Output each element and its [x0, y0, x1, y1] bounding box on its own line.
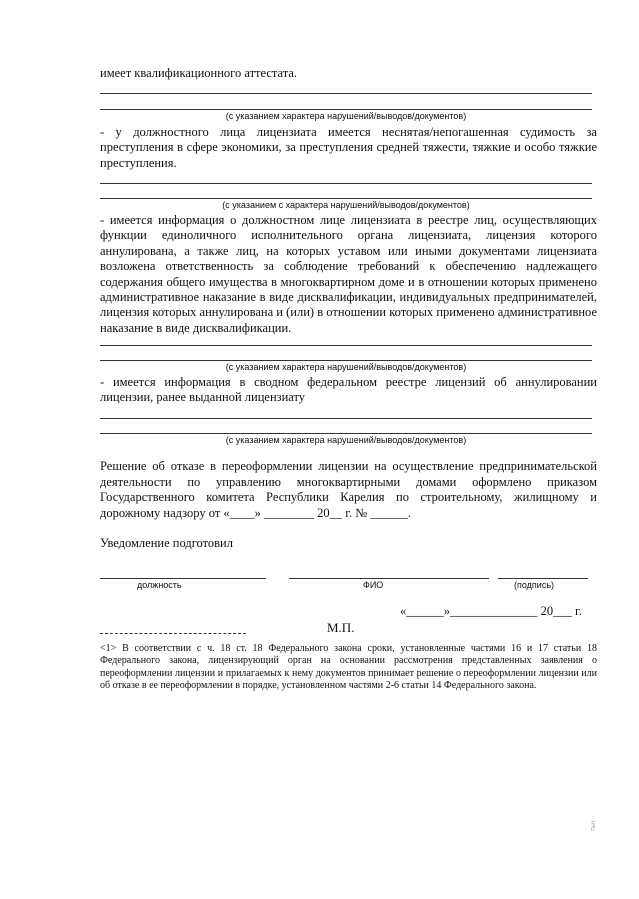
- blank-line: [100, 183, 592, 184]
- footnote: <1> В соответствии с ч. 18 ст. 18 Федерального закона сроки, установленные частями 16 и 17 статьи 18 Федерального закона, лицензирующий орган на основании рассмотрения представленных заявления о переоформлении лицензии и прилагаемых к нему документов принимает решение о переоформлении лицензии или об отказе в ее переоформлении в порядке, установленном частями 2-6 статьи 14 Федерального закона.: [100, 643, 597, 692]
- field-caption: (с указанием характера нарушений/выводов/документов): [225, 435, 467, 445]
- position-line: [100, 578, 266, 579]
- blank-line: [100, 93, 592, 94]
- clause-disqualification-registry: - имеется информация о должностном лице лицензиата в реестре лиц, осуществляющих функции единоличного исполнительного органа лицензиата, лицензия которого аннулирована, а также лиц, на которых уставом или иными документами лицензиата возложена ответственность за соблюдение требований к обеспечению надлежащего содержания общего имущества в многоквартирном доме и в отношении которых применено административное наказание в виде дисквалификации, индивидуальных предпринимателей, лицензия которых аннулирована и (или) в отношении которых применено административное наказание в виде дисквалификации.: [100, 213, 597, 335]
- margin-mark: ѯ: [591, 820, 595, 831]
- blank-line: [100, 109, 592, 110]
- footnote-rule: [100, 633, 246, 634]
- blank-line: [100, 433, 592, 434]
- position-label: должность: [137, 580, 182, 590]
- field-caption: (с указанием с характера нарушений/выводов/документов): [222, 200, 470, 210]
- blank-line: [100, 345, 592, 346]
- notification-line: Уведомление подготовил: [100, 536, 233, 550]
- signature-label: (подпись): [514, 580, 555, 590]
- date-line: «______»______________ 20___ г.: [400, 604, 582, 618]
- blank-line: [100, 418, 592, 419]
- stamp-place: М.П.: [327, 620, 355, 635]
- name-line: [289, 578, 489, 579]
- name-label: ФИО: [363, 580, 384, 590]
- signature-line: [498, 578, 588, 579]
- clause-criminal-record: - у должностного лица лицензиата имеется неснятая/непогашенная судимость за преступления в сфере экономики, за преступления средней тяжести, тяжкие и особо тяжкие преступления.: [100, 125, 597, 170]
- decision-paragraph: Решение об отказе в переоформлении лицензии на осуществление предпринимательской деятельности по управлению многоквартирными домами оформлено приказом Государственного комитета Республики Карелия по строительному, жилищному и дорожному надзору от «____» ________ 20__ г. № ______.: [100, 459, 597, 520]
- field-caption: (с указанием характера нарушений/выводов/документов): [225, 111, 467, 121]
- blank-line: [100, 360, 592, 361]
- field-caption: (с указанием характера нарушений/выводов/документов): [225, 362, 467, 372]
- intro-line: имеет квалификационного аттестата.: [100, 66, 298, 80]
- clause-annulled-license: - имеется информация в сводном федеральном реестре лицензий об аннулировании лицензии, ранее выданной лицензиату: [100, 375, 597, 405]
- blank-line: [100, 198, 592, 199]
